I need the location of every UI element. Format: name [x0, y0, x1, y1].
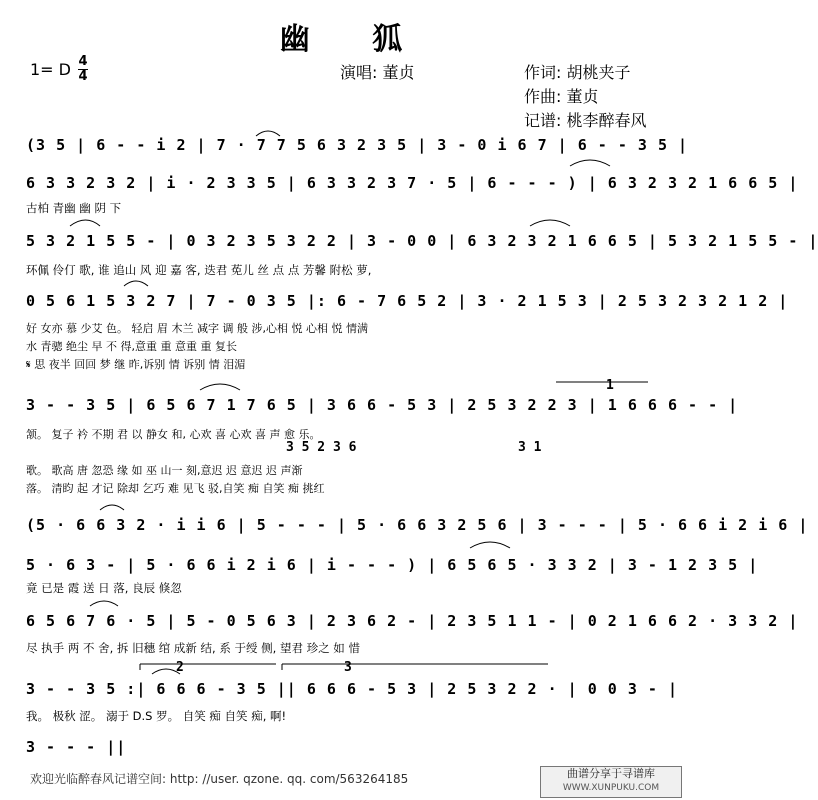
- score-row-10-notes: 3 - - - ||: [26, 738, 127, 756]
- score-row-4-notes: 0 5 6 1 5 3 2 7 | 7 - 0 3 5 |: 6 - 7 6 5 2 | 3 · 2 1 5 3 | 2 5 3 2 3 2 1 2 |: [26, 292, 789, 310]
- score-row-4-lyric-2: 水 青骢 绝尘 早 不 得,意重 重 意重 重 复长: [26, 340, 237, 353]
- singer-credit: 演唱: 董贞: [340, 63, 415, 82]
- volta-1-label: 1: [606, 378, 614, 393]
- score-row-1-notes: (3 5 | 6 - - i 2 | 7 · 7 7 5 6 3 2 3 5 | 3 - 0 i 6 7 | 6 - - 3 5 |: [26, 136, 689, 154]
- score-row-9-notes: 3 - - 3 5 :| 6 6 6 - 3 5 || 6 6 6 - 5 3 | 2 5 3 2 2 · | 0 0 3 - |: [26, 680, 678, 698]
- score-row-7-notes: 5 · 6 3 - | 5 · 6 6 i 2 i 6 | i - - - ) | 6 5 6 5 · 3 3 2 | 3 - 1 2 3 5 |: [26, 556, 759, 574]
- watermark-logo: [540, 766, 682, 798]
- key-signature: 1= D: [30, 60, 71, 79]
- song-title: 幽 狐: [279, 22, 429, 57]
- slur-row2: [570, 160, 610, 166]
- slur-row4: [124, 281, 148, 286]
- slur-row6: [100, 505, 124, 510]
- score-row-3-lyric-1: 环佩 伶仃 歌, 谁 追山 风 迎 嘉 客, 迭君 莬儿 丝 点 点 芳馨 附松 萝,: [26, 263, 372, 277]
- slur-row3b: [530, 220, 570, 226]
- volta-2-label: 2: [176, 660, 184, 675]
- slur-row3a: [70, 220, 100, 226]
- slur-row8: [90, 601, 118, 606]
- score-row-5-notes: 3 - - 3 5 | 6 5 6 7 1 7 6 5 | 3 6 6 - 5 3 | 2 5 3 2 2 3 | 1 6 6 6 - - |: [26, 396, 739, 414]
- score-row-3-notes: 5 3 2 1 5 5 - | 0 3 2 3 5 3 2 2 | 3 - 0 0 | 6 3 2 3 2 1 6 6 5 | 5 3 2 1 5 5 - |: [26, 232, 818, 250]
- slur-row9: [152, 669, 180, 674]
- volta-3-bracket: [282, 664, 548, 670]
- score-row-5-lyric-3: 落。 清盷 起 才记 除却 乞巧 难 见飞 驳,自笑 痴 自笑 痴 挑红: [26, 482, 325, 495]
- meter-bottom: 4: [78, 69, 88, 84]
- composer-credit: 作曲: 董贞: [524, 87, 599, 106]
- logo-line-1: 曲谱分享于寻谱库: [567, 767, 655, 780]
- lyricist-credit: 作词: 胡桃夹子: [524, 63, 631, 82]
- slur-row1: [256, 131, 280, 136]
- slur-row7: [470, 542, 510, 548]
- score-row-8-lyric-1: 尽 执手 两 不 舍, 拆 旧穗 绾 成新 结, 系 于绶 侧, 望君 珍之 如 惜: [26, 641, 360, 655]
- alternate-notes-2: 3 1: [518, 440, 542, 455]
- slur-row5: [200, 384, 240, 390]
- meter-top: 4: [78, 54, 88, 69]
- volta-3-label: 3: [344, 660, 352, 675]
- score-row-5-lyric-2: 歌。 歌高 唐 忽恐 缘 如 巫 山一 刻,意迟 迟 意迟 迟 声渐: [26, 464, 303, 477]
- score-row-7-lyric-1: 竟 已是 霞 送 日 落, 良辰 倏忽: [26, 581, 182, 595]
- score-row-8-notes: 6 5 6 7 6 · 5 | 5 - 0 5 6 3 | 2 3 6 2 - | 2 3 5 1 1 - | 0 2 1 6 6 2 · 3 3 2 |: [26, 612, 799, 630]
- score-row-5-lyric-1: 颔。 复子 衿 不期 君 以 静女 和, 心欢 喜 心欢 喜 声 愈 乐。: [26, 428, 321, 441]
- score-row-6-notes: (5 · 6 6 3 2 · i i 6 | 5 - - - | 5 · 6 6 3 2 5 6 | 3 - - - | 5 · 6 6 i 2 i 6 |: [26, 516, 809, 534]
- volta-2-bracket: [140, 664, 276, 670]
- score-row-2-lyric-1: 古柏 青幽 幽 阴 下: [26, 201, 122, 215]
- score-row-9-lyric-1: 我。 极秋 涩。 溺于 D.S 罗。 自笑 痴 自笑 痴, 啊!: [26, 709, 287, 723]
- score-row-4-lyric-3: 𝄋 思 夜半 回回 梦 继 昨,诉别 情 诉别 情 泪湄: [26, 358, 246, 371]
- score-row-4-lyric-1: 好 女亦 慕 少艾 色。 轻启 眉 木兰 减字 调 般 涉,心相 悦 心相 悦 情满: [26, 322, 368, 335]
- alternate-notes-1: 3 5 2 3 6: [286, 440, 357, 455]
- transcriber-credit: 记谱: 桃李醉春风: [524, 111, 647, 130]
- score-row-2-notes: 6 3 3 2 3 2 | i · 2 3 3 5 | 6 3 3 2 3 7 · 5 | 6 - - - ) | 6 3 2 3 2 1 6 6 5 |: [26, 174, 799, 192]
- footer-credit: 欢迎光临醉春风记谱空间: http: //user. qzone. qq. com/563264185: [30, 772, 409, 786]
- logo-line-2: WWW.XUNPUKU.COM: [562, 783, 660, 793]
